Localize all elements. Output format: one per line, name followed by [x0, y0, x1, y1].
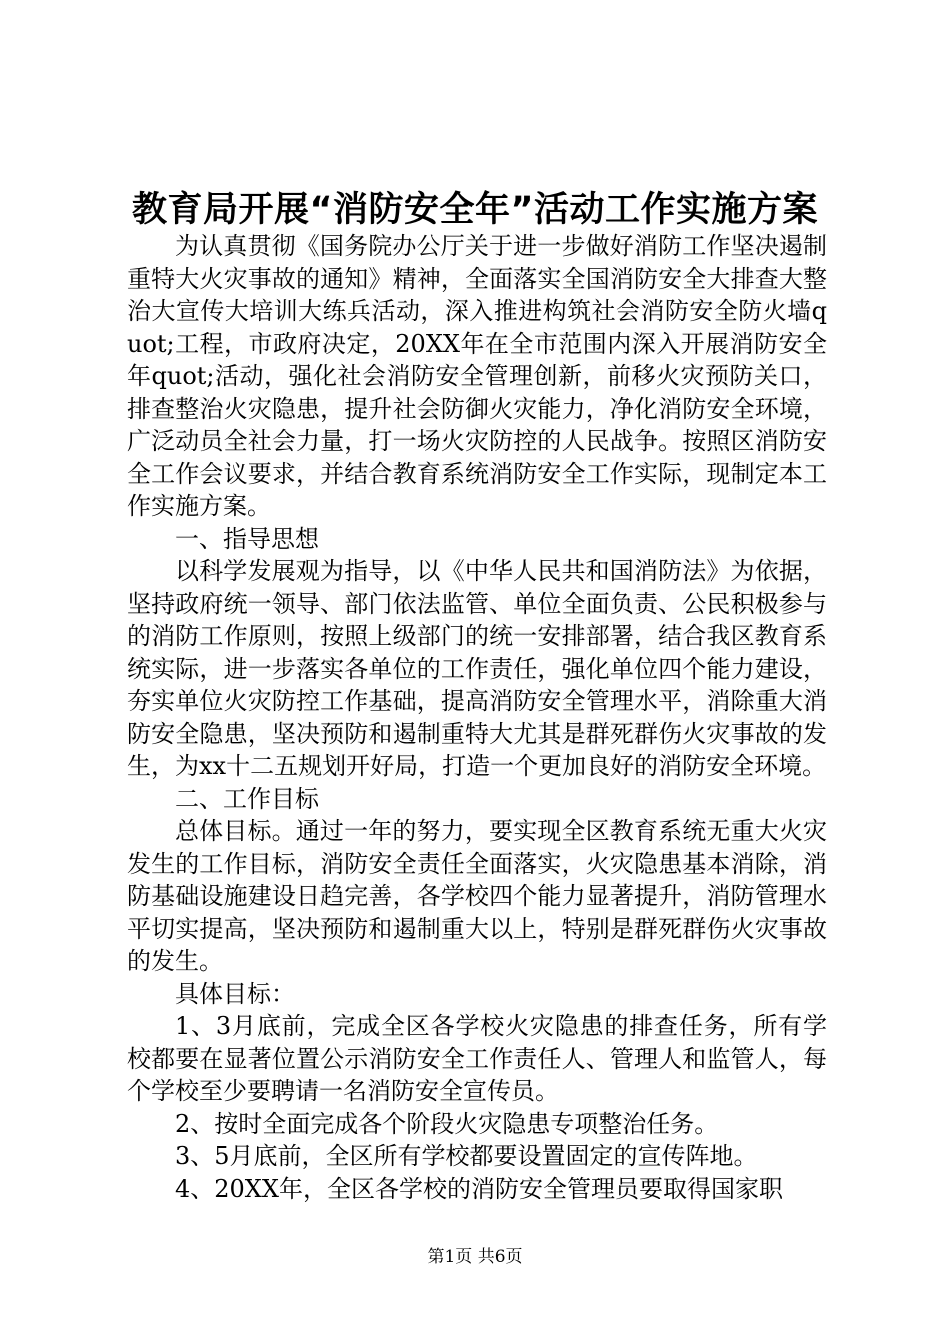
list-item-goal-1: 1、3月底前，完成全区各学校火灾隐患的排查任务，所有学校都要在显著位置公示消防安全工作责任人、管理人和监管人，每个学校至少要聘请一名消防安全宣传员。: [127, 1012, 827, 1105]
paragraph-specific-goals-label: 具体目标：: [175, 979, 295, 1008]
paragraph-intro: 为认真贯彻《国务院办公厅关于进一步做好消防工作坚决遏制重特大火灾事故的通知》精神，全面落实全国消防安全大排查大整治大宣传大培训大练兵活动，深入推进构筑社会消防安全防火墙quot;工程，市政府决定，20XX年在全市范围内深入开展消防安全年quot;活动，强化社会消防安全管理创新，前移火灾预防关口，排查整治火灾隐患，提升社会防御火灾能力，净化消防安全环境，广泛动员全社会力量，打一场火灾防控的人民战争。按照区消防安全工作会议要求，并结合教育系统消防安全工作实际，现制定本工作实施方案。: [127, 232, 827, 520]
section-heading-work-goals: 二、工作目标: [175, 784, 319, 813]
document-body: [127, 230, 827, 1205]
page-number-footer: 第1页 共6页: [427, 1247, 523, 1267]
list-item-goal-3: 3、5月底前，全区所有学校都要设置固定的宣传阵地。: [175, 1142, 758, 1170]
list-item-goal-4: 4、20XX年，全区各学校的消防安全管理员要取得国家职: [175, 1174, 783, 1203]
paragraph-overall-goal: 总体目标。通过一年的努力，要实现全区教育系统无重大火灾发生的工作目标，消防安全责任全面落实，火灾隐患基本消除，消防基础设施建设日趋完善，各学校四个能力显著提升，消防管理水平切实提高，坚决预防和遏制重大以上，特别是群死群伤火灾事故的发生。: [127, 817, 827, 975]
section-heading-guiding-ideology: 一、指导思想: [175, 524, 319, 553]
document-title: 教育局开展“消防安全年”活动工作实施方案: [131, 190, 818, 230]
list-item-goal-2: 2、按时全面完成各个阶段火灾隐患专项整治任务。: [175, 1109, 719, 1138]
paragraph-guiding-ideology: 以科学发展观为指导，以《中华人民共和国消防法》为依据，坚持政府统一领导、部门依法监管、单位全面负责、公民积极参与的消防工作原则，按照上级部门的统一安排部署，结合我区教育系统实际，进一步落实各单位的工作责任，强化单位四个能力建设，夯实单位火灾防控工作基础，提高消防安全管理水平，消除重大消防安全隐患，坚决预防和遏制重特大尤其是群死群伤火灾事故的发生，为xx十二五规划开好局，打造一个更加良好的消防安全环境。: [127, 557, 827, 780]
